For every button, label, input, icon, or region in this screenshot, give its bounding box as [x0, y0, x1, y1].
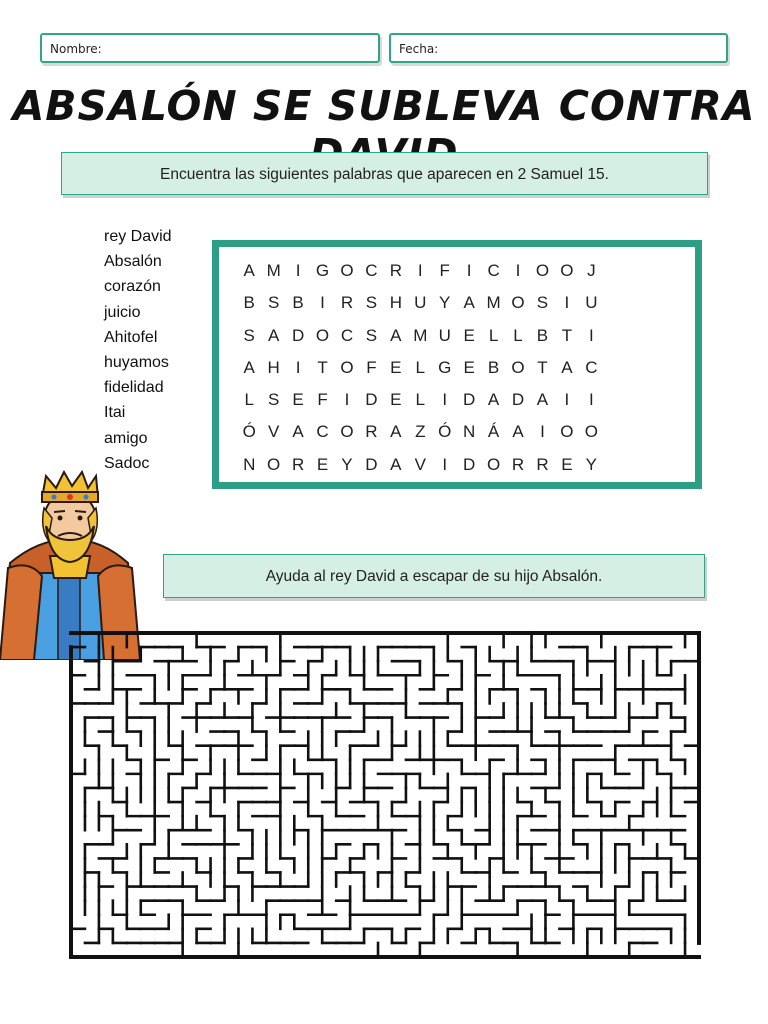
- grid-letter[interactable]: S: [243, 325, 255, 345]
- word-item: juicio: [104, 303, 141, 321]
- grid-row: [237, 422, 604, 454]
- grid-letter[interactable]: C: [316, 422, 329, 442]
- grid-letter[interactable]: I: [466, 261, 472, 280]
- grid-row: [237, 326, 604, 358]
- grid-letter[interactable]: A: [487, 390, 500, 410]
- grid-letter[interactable]: I: [320, 293, 325, 313]
- grid-letter[interactable]: A: [390, 422, 402, 442]
- grid-letter[interactable]: Á: [487, 422, 500, 442]
- grid-letter[interactable]: I: [344, 390, 350, 410]
- grid-letter[interactable]: S: [267, 293, 280, 313]
- grid-letter[interactable]: Z: [415, 422, 426, 442]
- word-list: [104, 224, 172, 476]
- grid-letter[interactable]: Y: [341, 454, 353, 474]
- grid-letter[interactable]: A: [463, 293, 475, 313]
- grid-letter[interactable]: N: [243, 454, 256, 474]
- word-item: corazón: [104, 278, 161, 296]
- grid-letter[interactable]: M: [486, 293, 501, 313]
- grid-letter[interactable]: C: [340, 325, 354, 345]
- grid-letter[interactable]: J: [587, 261, 596, 280]
- grid-letter[interactable]: M: [266, 261, 281, 280]
- grid-letter[interactable]: U: [438, 325, 451, 345]
- word-item: fidelidad: [104, 379, 164, 397]
- grid-letter[interactable]: O: [584, 422, 598, 442]
- grid-letter[interactable]: A: [390, 454, 402, 474]
- grid-letter[interactable]: E: [561, 454, 573, 474]
- grid-letter[interactable]: O: [340, 422, 354, 442]
- grid-letter[interactable]: R: [340, 293, 354, 313]
- grid-letter[interactable]: Y: [585, 454, 598, 474]
- grid-letter[interactable]: C: [365, 261, 378, 280]
- grid-letter[interactable]: A: [243, 357, 255, 377]
- grid-letter[interactable]: E: [390, 357, 402, 377]
- grid-letter[interactable]: H: [389, 293, 402, 313]
- grid-letter[interactable]: O: [560, 261, 574, 280]
- grid-letter[interactable]: T: [317, 357, 328, 377]
- word-search-frame: [212, 240, 702, 489]
- grid-letter[interactable]: S: [365, 325, 378, 345]
- name-field[interactable]: [40, 33, 380, 63]
- grid-letter[interactable]: O: [535, 261, 550, 280]
- grid-letter[interactable]: O: [511, 293, 525, 313]
- grid-letter[interactable]: A: [292, 422, 304, 442]
- grid-letter[interactable]: A: [536, 390, 549, 410]
- grid-letter[interactable]: D: [291, 325, 305, 345]
- grid-letter[interactable]: I: [442, 390, 448, 410]
- grid-letter[interactable]: C: [585, 357, 598, 377]
- grid-letter[interactable]: O: [340, 261, 354, 280]
- word-item: Itai: [104, 404, 126, 422]
- grid-letter[interactable]: D: [511, 390, 525, 410]
- grid-letter[interactable]: I: [295, 357, 301, 377]
- grid-letter[interactable]: R: [511, 454, 525, 474]
- maze-instruction: Ayuda al rey David a escapar de su hijo Absalón.: [163, 554, 705, 598]
- word-search-grid[interactable]: [237, 261, 604, 487]
- word-item: amigo: [104, 429, 148, 447]
- grid-letter[interactable]: I: [295, 261, 301, 280]
- grid-letter[interactable]: D: [365, 390, 378, 410]
- grid-letter[interactable]: B: [292, 293, 304, 313]
- grid-letter[interactable]: E: [292, 390, 304, 410]
- grid-letter[interactable]: A: [390, 325, 402, 345]
- grid-letter[interactable]: Ó: [438, 422, 452, 442]
- grid-letter[interactable]: I: [588, 390, 594, 410]
- word-item: huyamos: [104, 354, 169, 372]
- word-item: rey David: [104, 228, 172, 245]
- maze[interactable]: [68, 630, 702, 960]
- grid-letter[interactable]: Ó: [242, 422, 256, 442]
- grid-letter[interactable]: S: [267, 390, 280, 410]
- grid-letter[interactable]: B: [536, 325, 549, 345]
- grid-letter[interactable]: O: [315, 325, 330, 345]
- grid-letter[interactable]: U: [585, 293, 598, 313]
- grid-letter[interactable]: M: [413, 325, 428, 345]
- grid-letter[interactable]: I: [564, 293, 570, 313]
- grid-letter[interactable]: E: [463, 325, 475, 345]
- date-field[interactable]: [389, 33, 728, 63]
- grid-letter[interactable]: S: [536, 293, 549, 313]
- grid-letter[interactable]: O: [511, 357, 525, 377]
- grid-letter[interactable]: T: [537, 357, 548, 377]
- grid-letter[interactable]: H: [267, 357, 280, 377]
- grid-letter[interactable]: A: [243, 261, 255, 280]
- grid-row: [237, 455, 604, 487]
- grid-letter[interactable]: I: [540, 422, 545, 442]
- grid-letter[interactable]: O: [267, 454, 281, 474]
- grid-letter[interactable]: D: [365, 454, 378, 474]
- grid-letter[interactable]: E: [390, 390, 402, 410]
- grid-letter[interactable]: R: [389, 261, 402, 280]
- grid-letter[interactable]: L: [513, 325, 523, 345]
- grid-letter[interactable]: R: [536, 454, 549, 474]
- grid-letter[interactable]: N: [463, 422, 476, 442]
- grid-letter[interactable]: D: [463, 390, 476, 410]
- word-item: Ahitofel: [104, 328, 158, 346]
- grid-letter[interactable]: I: [515, 261, 521, 280]
- date-label: Fecha:: [399, 42, 439, 56]
- grid-letter[interactable]: V: [267, 422, 280, 442]
- word-search-instruction: Encuentra las siguientes palabras que aparecen en 2 Samuel 15.: [61, 152, 708, 195]
- grid-letter[interactable]: I: [588, 325, 594, 345]
- grid-letter[interactable]: O: [560, 422, 574, 442]
- grid-letter[interactable]: L: [244, 390, 254, 410]
- word-item: Absalón: [104, 253, 162, 271]
- grid-letter[interactable]: Y: [439, 293, 451, 313]
- grid-letter[interactable]: A: [561, 357, 573, 377]
- grid-letter[interactable]: G: [438, 357, 452, 377]
- grid-row: [237, 293, 604, 325]
- grid-letter[interactable]: G: [315, 261, 330, 280]
- grid-letter[interactable]: I: [564, 390, 570, 410]
- grid-letter[interactable]: T: [561, 325, 573, 345]
- grid-letter[interactable]: B: [487, 357, 500, 377]
- grid-letter[interactable]: R: [291, 454, 305, 474]
- grid-letter[interactable]: B: [243, 293, 255, 313]
- grid-row: [237, 358, 604, 390]
- grid-letter[interactable]: L: [488, 325, 499, 345]
- grid-letter[interactable]: L: [415, 357, 426, 377]
- grid-letter[interactable]: I: [442, 454, 448, 474]
- grid-letter[interactable]: E: [316, 454, 329, 474]
- grid-letter[interactable]: O: [486, 454, 501, 474]
- grid-letter[interactable]: U: [414, 293, 427, 313]
- grid-letter[interactable]: I: [417, 261, 423, 280]
- grid-letter[interactable]: F: [366, 357, 377, 377]
- grid-letter[interactable]: E: [463, 357, 475, 377]
- grid-letter[interactable]: R: [365, 422, 378, 442]
- grid-letter[interactable]: C: [487, 261, 500, 280]
- grid-letter[interactable]: A: [267, 325, 280, 345]
- grid-row: [237, 390, 604, 422]
- grid-letter[interactable]: F: [439, 261, 450, 280]
- grid-letter[interactable]: O: [340, 357, 354, 377]
- grid-letter[interactable]: F: [317, 390, 328, 410]
- grid-letter[interactable]: V: [414, 454, 426, 474]
- name-label: Nombre:: [50, 42, 102, 56]
- grid-letter[interactable]: S: [365, 293, 378, 313]
- grid-row: [237, 261, 604, 293]
- word-item: Sadoc: [104, 454, 150, 472]
- page-title: ABSALÓN SE SUBLEVA CONTRA: [12, 82, 756, 130]
- grid-letter[interactable]: L: [415, 390, 426, 410]
- grid-letter[interactable]: D: [463, 454, 476, 474]
- grid-letter[interactable]: A: [512, 422, 524, 442]
